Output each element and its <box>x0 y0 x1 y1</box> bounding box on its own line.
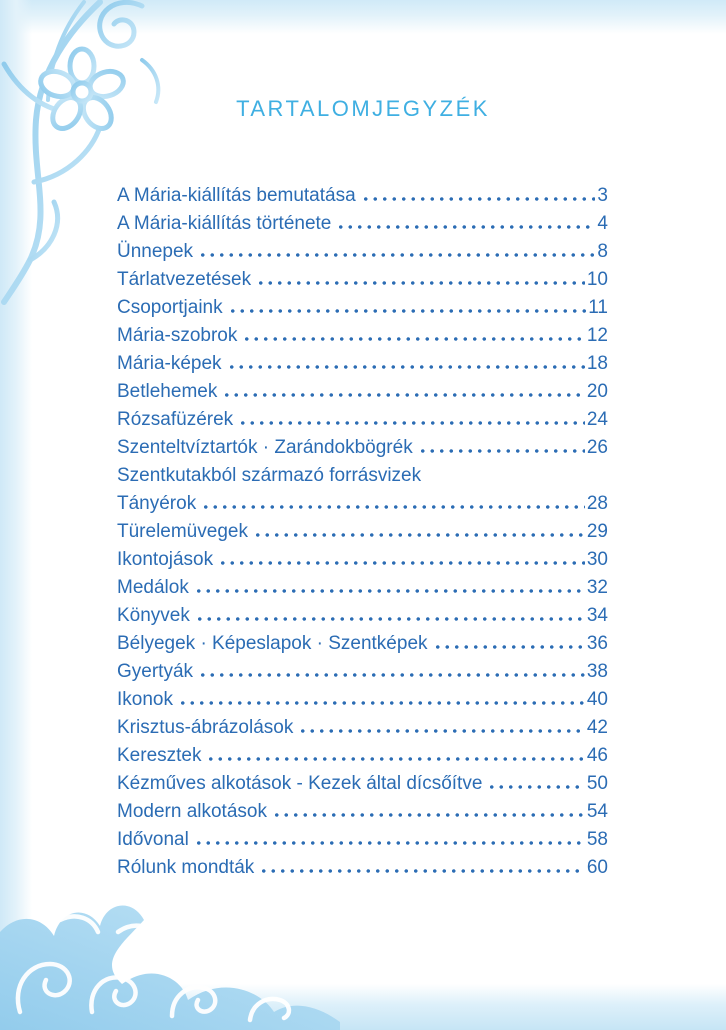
toc-entry-label: Könyvek <box>117 605 190 626</box>
toc-entry <box>117 798 608 826</box>
toc-entry <box>117 238 608 266</box>
toc-entry-label: Keresztek <box>117 745 202 766</box>
toc-entry <box>117 210 608 238</box>
toc-entry <box>117 294 608 322</box>
dot-leader <box>240 337 584 341</box>
toc-entry-label: Kézműves alkotások - Kezek által dícsőítve <box>117 773 483 794</box>
toc-entry <box>117 658 608 686</box>
toc-entry <box>117 770 608 798</box>
toc-entry-page: 32 <box>586 577 608 598</box>
toc-entry-page: 42 <box>586 717 608 738</box>
toc-entry-page: 10 <box>586 269 608 290</box>
toc-entry-label: Ikonok <box>117 689 173 710</box>
toc-entry-label: Szentkutakból származó forrásvizek <box>117 465 422 486</box>
dot-leader <box>226 309 587 313</box>
toc-entry <box>117 602 608 630</box>
page-title: TARTALOMJEGYZÉK <box>236 96 490 121</box>
toc-entry-label: Idővonal <box>117 829 189 850</box>
toc-entry-page: 46 <box>586 745 608 766</box>
toc-entry-label: Tányérok <box>117 493 197 514</box>
toc-entry-label: Gyertyák <box>117 661 194 682</box>
toc-entry-page: 24 <box>586 409 608 430</box>
toc-entry-label: Medálok <box>117 577 189 598</box>
dot-leader <box>192 841 585 845</box>
toc-entry-page: 29 <box>586 521 608 542</box>
toc-entry <box>117 546 608 574</box>
dot-leader <box>193 617 585 621</box>
dot-leader <box>416 449 585 453</box>
toc-entry <box>117 574 608 602</box>
toc-entry-page: 12 <box>586 325 608 346</box>
toc-entry <box>117 854 608 882</box>
toc-entry-label: Krisztus-ábrázolások <box>117 717 294 738</box>
toc-entry-label: Ünnepek <box>117 241 194 262</box>
toc-entry-page: 3 <box>597 185 608 206</box>
toc-entry-page: 11 <box>588 297 608 318</box>
toc-entry-page: 40 <box>586 689 608 710</box>
toc-entry-label: Betlehemek <box>117 381 218 402</box>
toc-entry <box>117 434 608 462</box>
dot-leader <box>196 673 585 677</box>
toc-entry-page: 20 <box>586 381 608 402</box>
toc-entry-page: 18 <box>586 353 608 374</box>
toc-entry-page: 36 <box>586 633 608 654</box>
toc-entry-page: 30 <box>586 549 608 570</box>
swirl-ornament-bottom-left-icon <box>0 890 340 1030</box>
toc-entry-page: 34 <box>586 605 608 626</box>
toc-entry-page: 8 <box>597 241 608 262</box>
toc-entry-label: Bélyegek · Képeslapok · Szentképek <box>117 633 428 654</box>
toc-entry-label: Rólunk mondták <box>117 857 255 878</box>
toc-entry-label: Tárlatvezetések <box>117 269 252 290</box>
toc-entry-label: Modern alkotások <box>117 801 267 822</box>
dot-leader <box>176 701 585 705</box>
dot-leader <box>359 197 596 201</box>
dot-leader <box>216 561 585 565</box>
toc-entry-page: 54 <box>586 801 608 822</box>
toc-entry <box>117 518 608 546</box>
toc-entry <box>117 322 608 350</box>
dot-leader <box>225 365 585 369</box>
toc-entry-page: 38 <box>586 661 608 682</box>
toc-entry-page: 50 <box>586 773 608 794</box>
dot-leader <box>236 421 585 425</box>
toc-entry <box>117 686 608 714</box>
toc-entry-label: Ikontojások <box>117 549 214 570</box>
toc-entry-label: Rózsafüzérek <box>117 409 234 430</box>
toc-entry-page: 4 <box>597 213 608 234</box>
dot-leader <box>220 393 585 397</box>
dot-leader <box>251 533 585 537</box>
toc-entry-label: Mária-szobrok <box>117 325 238 346</box>
dot-leader <box>485 785 584 789</box>
toc-entry <box>117 266 608 294</box>
toc-entry <box>117 826 608 854</box>
toc-entry <box>117 378 608 406</box>
toc-entry <box>117 350 608 378</box>
dot-leader <box>270 813 585 817</box>
toc-entry <box>117 406 608 434</box>
toc-entry-page: 58 <box>586 829 608 850</box>
toc-entry <box>117 742 608 770</box>
toc-entry-page: 60 <box>586 857 608 878</box>
toc-entry-label: A Mária-kiállítás története <box>117 213 332 234</box>
dot-leader <box>431 645 585 649</box>
toc-entry-label: A Mária-kiállítás bemutatása <box>117 185 356 206</box>
toc-entry-label: Szenteltvíztartók · Zarándokbögrék <box>117 437 413 458</box>
toc-entry <box>117 630 608 658</box>
toc-list <box>117 182 608 882</box>
toc-entry <box>117 714 608 742</box>
toc-entry-page: 26 <box>586 437 608 458</box>
dot-leader <box>254 281 585 285</box>
toc-entry <box>117 490 608 518</box>
toc-entry <box>117 182 608 210</box>
toc-entry-label: Türelemüvegek <box>117 521 248 542</box>
dot-leader <box>296 729 585 733</box>
toc-entry-label: Mária-képek <box>117 353 222 374</box>
dot-leader <box>196 253 595 257</box>
toc-entry-page: 28 <box>586 493 608 514</box>
toc-entry <box>117 462 608 490</box>
dot-leader <box>192 589 585 593</box>
dot-leader <box>204 757 584 761</box>
dot-leader <box>199 505 585 509</box>
dot-leader <box>334 225 595 229</box>
toc-entry-label: Csoportjaink <box>117 297 223 318</box>
dot-leader <box>257 869 585 873</box>
